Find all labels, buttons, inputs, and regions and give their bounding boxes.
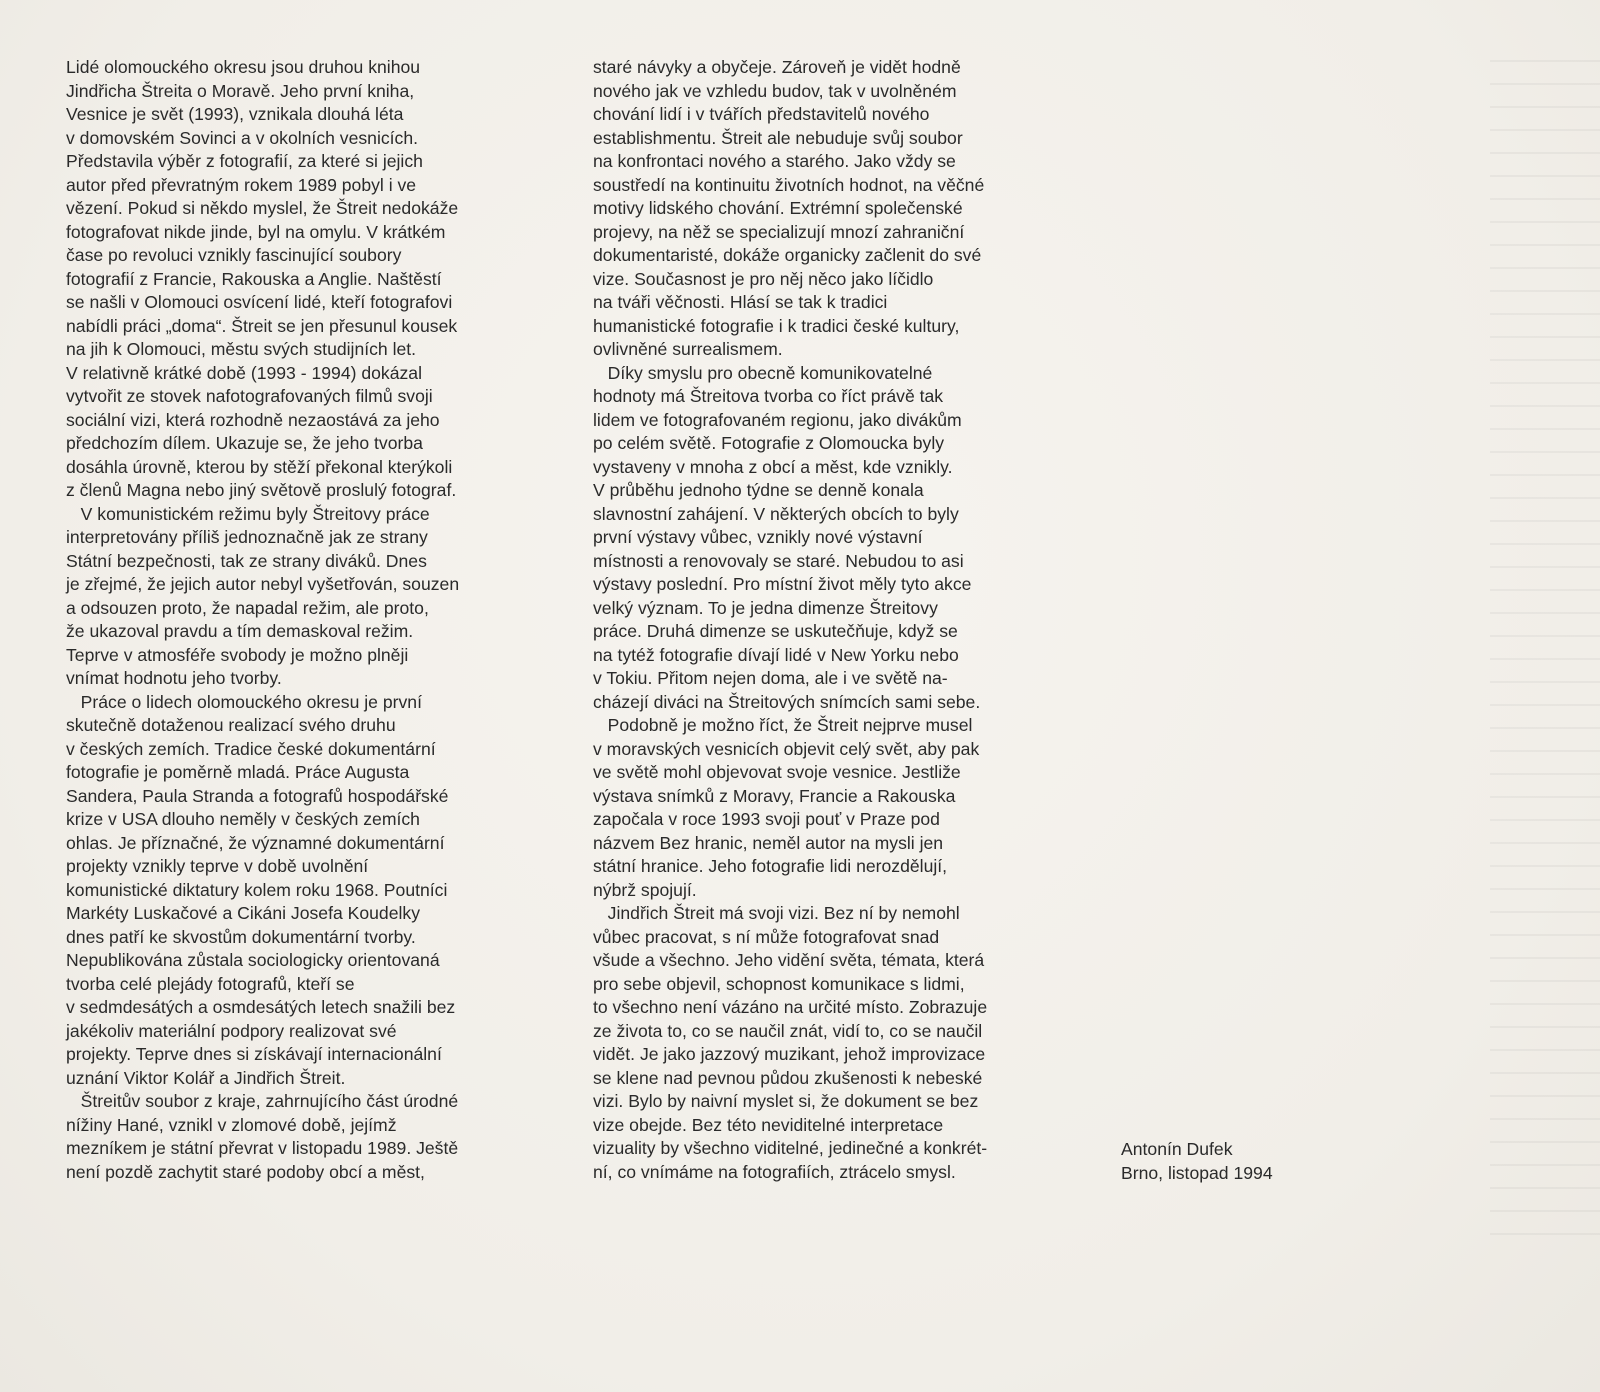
text-line: Podobně je možno říct, že Štreit nejprve musel xyxy=(593,715,973,735)
text-line: fotografovat nikde jinde, byl na omylu. V krátkém xyxy=(66,221,446,242)
text-line: V komunistickém režimu byly Štreitovy práce xyxy=(66,503,430,524)
text-line: všude a všechno. Jeho vidění světa, témata, která xyxy=(593,950,985,970)
text-line: vize obejde. Bez této neviditelné interpretace xyxy=(593,1114,944,1135)
text-line: humanistické fotografie i k tradici české kultury, xyxy=(593,315,960,336)
text-line: to všechno není vázáno na určité místo. Zobrazuje xyxy=(593,997,988,1017)
text-line: po celém světě. Fotografie z Olomoucka byly xyxy=(593,433,945,453)
text-line: vůbec pracovat, s ní může fotografovat snad xyxy=(593,926,940,947)
text-line: z členů Magna nebo jiný světově proslulý fotograf. xyxy=(66,480,457,500)
text-line: fotografií z Francie, Rakouska a Anglie. Naštěstí xyxy=(66,268,442,289)
text-line: motivy lidského chování. Extrémní společenské xyxy=(593,198,963,218)
text-line: velký význam. To je jedna dimenze Štreitovy xyxy=(593,597,938,618)
text-column-left xyxy=(66,56,459,1184)
text-line: slavnostní zahájení. V některých obcích to byly xyxy=(593,503,959,524)
text-line: projevy, na něž se specializují mnozí zahraniční xyxy=(593,221,965,242)
text-line: Práce o lidech olomouckého okresu je první xyxy=(66,691,422,712)
text-line: Díky smyslu pro obecně komunikovatelné xyxy=(593,362,933,383)
text-line: nového jak ve vzhledu budov, tak v uvolněném xyxy=(593,80,957,101)
signature-block xyxy=(1121,1138,1273,1185)
text-line: nabídli práci „doma“. Štreit se jen přesunul kousek xyxy=(66,315,458,336)
text-line: se našli v Olomouci osvícení lidé, kteří fotografovi xyxy=(66,292,453,312)
text-line: autor před převratným rokem 1989 pobyl i ve xyxy=(66,174,417,195)
text-line: Nepublikována zůstala sociologicky orientovaná xyxy=(66,950,440,970)
text-line: nížiny Hané, vznikl v zlomové době, jejímž xyxy=(66,1114,397,1135)
text-line: místnosti a renovovaly se staré. Nebudou to asi xyxy=(593,550,964,571)
text-line: vidět. Je jako jazzový muzikant, jehož improvizace xyxy=(593,1044,986,1064)
text-line: Markéty Luskačové a Cikáni Josefa Koudelky xyxy=(66,903,421,923)
text-line: Teprve v atmosféře svobody je možno plněji xyxy=(66,644,409,665)
text-line: komunistické diktatury kolem roku 1968. Poutníci xyxy=(66,879,448,900)
text-line: že ukazoval pravdu a tím demaskoval režim. xyxy=(66,621,414,641)
text-line: předchozím dílem. Ukazuje se, že jeho tvorba xyxy=(66,433,423,453)
text-line: práce. Druhá dimenze se uskutečňuje, když se xyxy=(593,621,958,641)
text-line: hodnoty má Štreitova tvorba co říct právě tak xyxy=(593,386,944,406)
text-line: ní, co vnímáme na fotografiích, ztrácelo smysl. xyxy=(593,1161,956,1182)
text-line: není pozdě zachytit staré podoby obcí a měst, xyxy=(66,1161,425,1182)
paper-show-through xyxy=(1490,60,1600,1240)
text-line: V průběhu jednoho týdne se denně konala xyxy=(593,480,924,500)
text-line: je zřejmé, že jejich autor nebyl vyšetřován, souzen xyxy=(66,574,460,594)
text-line: na tytéž fotografie dívají lidé v New Yorku nebo xyxy=(593,644,959,665)
text-column-middle xyxy=(593,56,987,1184)
text-line: Státní bezpečnosti, tak ze strany diváků. Dnes xyxy=(66,550,427,571)
text-line: Představila výběr z fotografií, za které si jejich xyxy=(66,151,423,171)
text-line: Lidé olomouckého okresu jsou druhou knihou xyxy=(66,57,421,77)
text-line: vizuality by všechno viditelné, jedinečné a konkrét- xyxy=(593,1138,988,1158)
text-line: v českých zemích. Tradice české dokumentární xyxy=(66,738,436,759)
text-line: ze života to, co se naučil znát, vidí to, co se naučil xyxy=(593,1020,983,1041)
text-line: interpretovány příliš jednoznačně jak ze strany xyxy=(66,527,428,547)
text-line: vystaveny v mnoha z obcí a měst, kde vznikly. xyxy=(593,456,953,477)
text-line: ve světě mohl objevovat svoje vesnice. Jestliže xyxy=(593,762,961,782)
text-line: fotografie je poměrně mladá. Práce Augusta xyxy=(66,762,410,782)
text-line: mezníkem je státní převrat v listopadu 1989. Ještě xyxy=(66,1138,459,1158)
text-line: názvem Bez hranic, neměl autor na mysli jen xyxy=(593,832,944,853)
text-line: soustředí na kontinuitu životních hodnot, na věčné xyxy=(593,174,985,195)
text-line: vězení. Pokud si někdo myslel, že Štreit nedokáže xyxy=(66,198,459,218)
text-line: skutečně dotaženou realizací svého druhu xyxy=(66,715,396,735)
text-line: výstavy poslední. Pro místní život měly tyto akce xyxy=(593,574,972,594)
text-line: Sandera, Paula Stranda a fotografů hospodářské xyxy=(66,785,449,806)
text-line: dosáhla úrovně, kterou by stěží překonal kterýkoli xyxy=(66,456,453,477)
text-line: první výstavy vůbec, vznikly nové výstavní xyxy=(593,527,923,547)
text-line: výstava snímků z Moravy, Francie a Rakouska xyxy=(593,785,956,806)
text-line: krize v USA dlouho neměly v českých zemích xyxy=(66,809,420,829)
text-line: v domovském Sovinci a v okolních vesnicích. xyxy=(66,127,419,148)
text-line: Jindřich Štreit má svoji vizi. Bez ní by nemohl xyxy=(593,903,960,923)
text-line: establishmentu. Štreit ale nebuduje svůj soubor xyxy=(593,127,963,148)
place-date: Brno, listopad 1994 xyxy=(1121,1162,1273,1183)
author-name: Antonín Dufek xyxy=(1121,1139,1233,1159)
text-line: ohlas. Je příznačné, že významné dokumentární xyxy=(66,832,445,853)
text-line: vize. Současnost je pro něj něco jako líčidlo xyxy=(593,268,934,289)
text-line: uznání Viktor Kolář a Jindřich Štreit. xyxy=(66,1067,346,1088)
text-line: V relativně krátké době (1993 - 1994) dokázal xyxy=(66,362,422,383)
text-line: na konfrontaci nového a starého. Jako vždy se xyxy=(593,151,956,171)
text-line: vytvořit ze stovek nafotografovaných filmů svoji xyxy=(66,386,433,406)
text-line: se klene nad pevnou půdou zkušenosti k nebeské xyxy=(593,1067,983,1088)
text-line: dokumentaristé, dokáže organicky začlenit do své xyxy=(593,245,982,265)
text-line: lidem ve fotografovaném regionu, jako divákům xyxy=(593,409,962,430)
text-line: jakékoliv materiální podpory realizovat své xyxy=(66,1020,397,1041)
text-line: Štreitův soubor z kraje, zahrnujícího část úrodné xyxy=(66,1091,459,1111)
text-line: dnes patří ke skvostům dokumentární tvorby. xyxy=(66,926,416,947)
text-line: státní hranice. Jeho fotografie lidi nerozdělují, xyxy=(593,856,948,876)
text-line: v Tokiu. Přitom nejen doma, ale i ve světě na- xyxy=(593,668,948,688)
text-line: tvorba celé plejády fotografů, kteří se xyxy=(66,973,355,994)
text-line: nýbrž spojují. xyxy=(593,879,697,900)
text-line: chování lidí i v tvářích představitelů nového xyxy=(593,104,930,124)
text-line: Vesnice je svět (1993), vznikala dlouhá léta xyxy=(66,104,404,124)
text-line: pro sebe objevil, schopnost komunikace s lidmi, xyxy=(593,973,965,994)
text-line: projekty. Teprve dnes si získávají internacionální xyxy=(66,1044,442,1064)
text-line: sociální vizi, která rozhodně nezaostává za jeho xyxy=(66,409,440,430)
text-line: v moravských vesnicích objevit celý svět, aby pak xyxy=(593,738,980,759)
text-line: na tváři věčnosti. Hlásí se tak k tradici xyxy=(593,292,888,312)
text-line: projekty vznikly teprve v době uvolnění xyxy=(66,856,369,876)
text-line: staré návyky a obyčeje. Zároveň je vidět hodně xyxy=(593,57,961,77)
text-line: vnímat hodnotu jeho tvorby. xyxy=(66,668,282,688)
text-line: cházejí diváci na Štreitových snímcích sami sebe. xyxy=(593,691,981,712)
text-line: ovlivněné surrealismem. xyxy=(593,339,783,359)
text-line: a odsouzen proto, že napadal režim, ale proto, xyxy=(66,597,429,618)
text-line: Jindřicha Štreita o Moravě. Jeho první kniha, xyxy=(66,80,415,101)
text-line: v sedmdesátých a osmdesátých letech snažili bez xyxy=(66,997,456,1017)
text-line: vizi. Bylo by naivní myslet si, že dokument se bez xyxy=(593,1091,979,1111)
text-line: čase po revoluci vznikly fascinující soubory xyxy=(66,245,402,265)
text-line: na jih k Olomouci, městu svých studijních let. xyxy=(66,339,417,359)
text-line: započala v roce 1993 svoji pouť v Praze pod xyxy=(593,809,940,829)
